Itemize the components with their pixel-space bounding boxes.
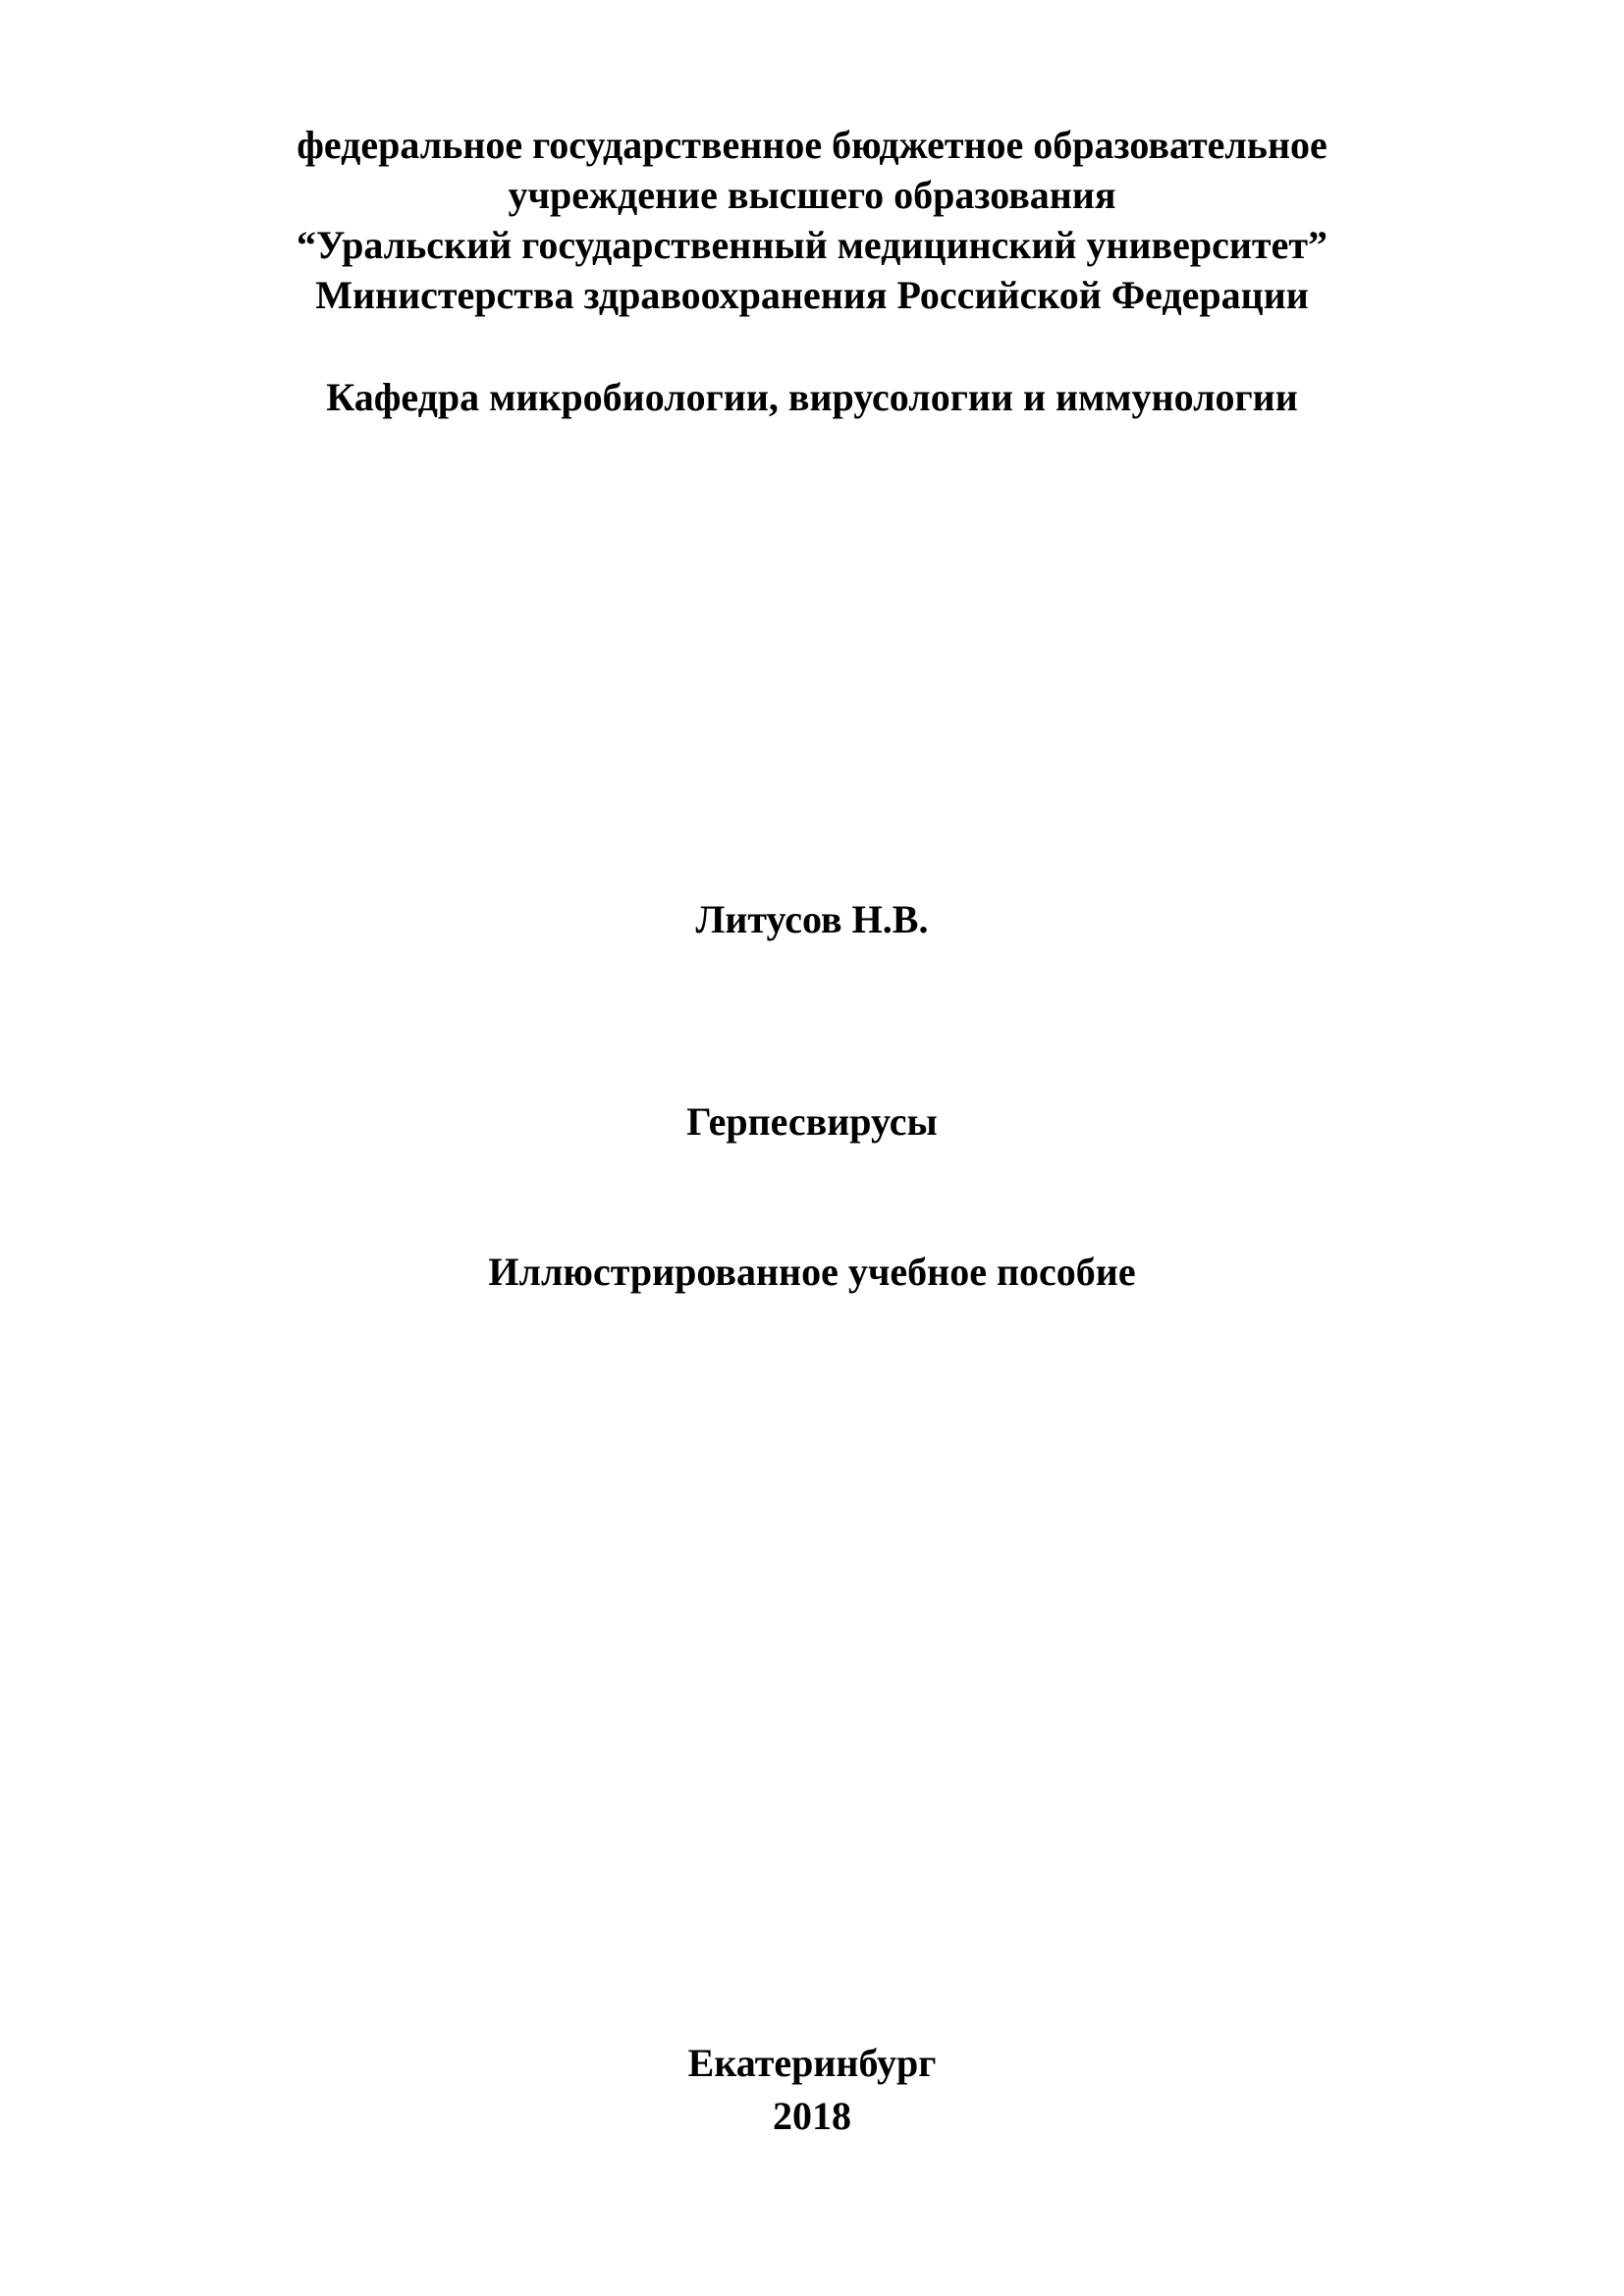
publication-city: Екатеринбург <box>687 2041 937 2085</box>
institution-line: “Уральский государственный медицинский университет” <box>297 223 1327 267</box>
department-name: Кафедра микробиологии, вирусологии и иммунологии <box>326 375 1298 419</box>
author-name: Литусов Н.В. <box>695 897 929 941</box>
publication-year: 2018 <box>773 2094 851 2138</box>
document-title: Герпесвирусы <box>686 1099 938 1144</box>
institution-line: учреждение высшего образования <box>508 173 1116 217</box>
institution-block <box>0 122 1624 322</box>
document-subtitle: Иллюстрированное учебное пособие <box>488 1250 1136 1294</box>
institution-line: Министерства здравоохранения Российской Федерации <box>315 273 1309 317</box>
institution-line: федеральное государственное бюджетное образовательное <box>297 123 1327 167</box>
